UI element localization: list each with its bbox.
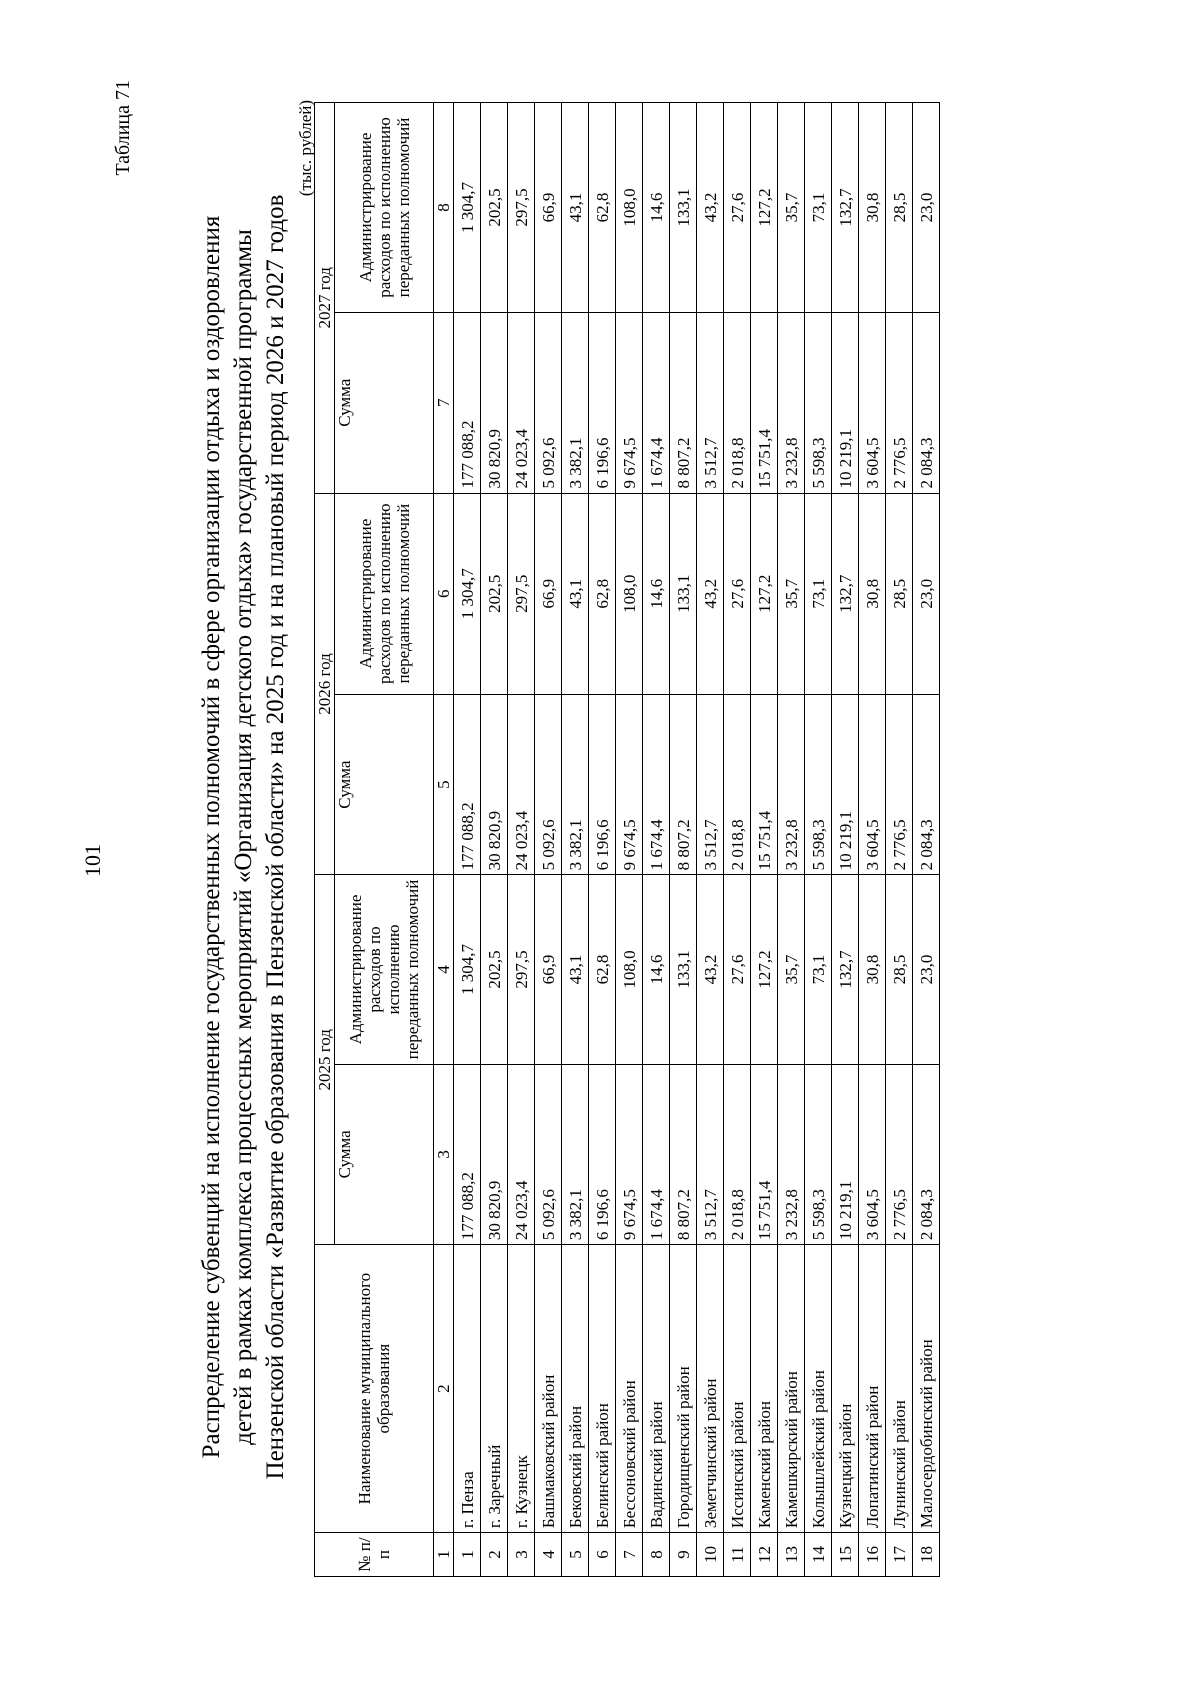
row-number: 13 xyxy=(778,1533,805,1577)
admin-2027: 202,5 xyxy=(481,103,508,313)
admin-2025: 30,8 xyxy=(859,875,886,1064)
sum-2027: 24 023,4 xyxy=(508,312,535,493)
sum-2025: 30 820,9 xyxy=(481,1064,508,1245)
row-number: 5 xyxy=(562,1533,589,1577)
admin-2027: 1 304,7 xyxy=(454,103,481,313)
header-year-2025: 2025 год xyxy=(315,875,335,1245)
header-admin: Администрирование расходов по исполнению переданных полномочий xyxy=(335,875,434,1064)
table-row xyxy=(508,103,535,1577)
table-body xyxy=(434,103,940,1577)
header-year-2027: 2027 год xyxy=(315,103,335,494)
admin-2026: 108,0 xyxy=(616,493,643,694)
municipality-name: Бековский район xyxy=(562,1245,589,1533)
sum-2026: 2 084,3 xyxy=(913,694,940,875)
column-number: 2 xyxy=(434,1245,454,1533)
row-number: 10 xyxy=(697,1533,724,1577)
sum-2026: 10 219,1 xyxy=(832,694,859,875)
municipality-name: Башмаковский район xyxy=(535,1245,562,1533)
sum-2027: 15 751,4 xyxy=(751,312,778,493)
admin-2026: 35,7 xyxy=(778,493,805,694)
title-line: детей в рамках комплекса процессных мероприятий «Организация детского отдыха» государственной программы xyxy=(230,229,257,1445)
admin-2027: 30,8 xyxy=(859,103,886,313)
sum-2026: 3 604,5 xyxy=(859,694,886,875)
municipality-name: Малосердобинский район xyxy=(913,1245,940,1533)
sum-2025: 2 776,5 xyxy=(886,1064,913,1245)
row-number: 1 xyxy=(454,1533,481,1577)
admin-2025: 108,0 xyxy=(616,875,643,1064)
municipality-name: г. Пенза xyxy=(454,1245,481,1533)
admin-2027: 28,5 xyxy=(886,103,913,313)
table-row xyxy=(616,103,643,1577)
table-row xyxy=(859,103,886,1577)
sum-2025: 3 604,5 xyxy=(859,1064,886,1245)
table-row xyxy=(805,103,832,1577)
row-number: 16 xyxy=(859,1533,886,1577)
column-number: 7 xyxy=(434,312,454,493)
admin-2025: 43,2 xyxy=(697,875,724,1064)
row-number: 3 xyxy=(508,1533,535,1577)
header-admin: Администрирование расходов по исполнению переданных полномочий xyxy=(335,103,434,313)
admin-2025: 133,1 xyxy=(670,875,697,1064)
municipality-name: Городищенский район xyxy=(670,1245,697,1533)
municipality-name: Кузнецкий район xyxy=(832,1245,859,1533)
admin-2027: 62,8 xyxy=(589,103,616,313)
admin-2027: 43,2 xyxy=(697,103,724,313)
title-line: Распределение субвенций на исполнение государственных полномочий в сфере организации отдыха и оздоровления xyxy=(198,215,225,1459)
table-row xyxy=(751,103,778,1577)
subsidy-table xyxy=(314,102,940,1577)
row-number: 8 xyxy=(643,1533,670,1577)
column-number: 4 xyxy=(434,875,454,1064)
sum-2025: 2 018,8 xyxy=(724,1064,751,1245)
sum-2026: 24 023,4 xyxy=(508,694,535,875)
admin-2027: 43,1 xyxy=(562,103,589,313)
header-sum: Сумма xyxy=(335,1064,434,1245)
admin-2025: 28,5 xyxy=(886,875,913,1064)
sum-2026: 6 196,6 xyxy=(589,694,616,875)
header-year-2026: 2026 год xyxy=(315,493,335,875)
admin-2026: 43,2 xyxy=(697,493,724,694)
sum-2025: 8 807,2 xyxy=(670,1064,697,1245)
sum-2027: 2 018,8 xyxy=(724,312,751,493)
admin-2027: 132,7 xyxy=(832,103,859,313)
sum-2026: 5 598,3 xyxy=(805,694,832,875)
row-number: 6 xyxy=(589,1533,616,1577)
sum-2025: 3 382,1 xyxy=(562,1064,589,1245)
sum-2027: 5 092,6 xyxy=(535,312,562,493)
municipality-name: Лопатинский район xyxy=(859,1245,886,1533)
admin-2026: 14,6 xyxy=(643,493,670,694)
sum-2027: 1 674,4 xyxy=(643,312,670,493)
admin-2025: 132,7 xyxy=(832,875,859,1064)
admin-2027: 23,0 xyxy=(913,103,940,313)
sum-2026: 3 232,8 xyxy=(778,694,805,875)
admin-2026: 133,1 xyxy=(670,493,697,694)
sum-2025: 1 674,4 xyxy=(643,1064,670,1245)
row-number: 15 xyxy=(832,1533,859,1577)
admin-2025: 14,6 xyxy=(643,875,670,1064)
page-number: 101 xyxy=(80,844,105,877)
municipality-name: г. Кузнецк xyxy=(508,1245,535,1533)
admin-2026: 1 304,7 xyxy=(454,493,481,694)
sum-2025: 3 512,7 xyxy=(697,1064,724,1245)
sum-2026: 8 807,2 xyxy=(670,694,697,875)
municipality-name: Белинский район xyxy=(589,1245,616,1533)
column-number: 8 xyxy=(434,103,454,313)
admin-2025: 66,9 xyxy=(535,875,562,1064)
sum-2026: 9 674,5 xyxy=(616,694,643,875)
admin-2027: 66,9 xyxy=(535,103,562,313)
admin-2025: 127,2 xyxy=(751,875,778,1064)
table-row xyxy=(589,103,616,1577)
sum-2025: 15 751,4 xyxy=(751,1064,778,1245)
municipality-name: Колышлейский район xyxy=(805,1245,832,1533)
sum-2027: 6 196,6 xyxy=(589,312,616,493)
admin-2026: 202,5 xyxy=(481,493,508,694)
admin-2026: 27,6 xyxy=(724,493,751,694)
sum-2025: 24 023,4 xyxy=(508,1064,535,1245)
row-number: 11 xyxy=(724,1533,751,1577)
municipality-name: Вадинский район xyxy=(643,1245,670,1533)
admin-2025: 43,1 xyxy=(562,875,589,1064)
sum-2026: 3 512,7 xyxy=(697,694,724,875)
table-row xyxy=(481,103,508,1577)
admin-2025: 73,1 xyxy=(805,875,832,1064)
admin-2026: 297,5 xyxy=(508,493,535,694)
header-name: Наименование муниципального образования xyxy=(315,1245,434,1533)
table-row xyxy=(697,103,724,1577)
admin-2026: 62,8 xyxy=(589,493,616,694)
sum-2025: 9 674,5 xyxy=(616,1064,643,1245)
sum-2026: 1 674,4 xyxy=(643,694,670,875)
sum-2027: 2 084,3 xyxy=(913,312,940,493)
sum-2027: 10 219,1 xyxy=(832,312,859,493)
admin-2027: 297,5 xyxy=(508,103,535,313)
admin-2027: 27,6 xyxy=(724,103,751,313)
sum-2027: 30 820,9 xyxy=(481,312,508,493)
municipality-name: Бессоновский район xyxy=(616,1245,643,1533)
sum-2027: 3 604,5 xyxy=(859,312,886,493)
admin-2027: 108,0 xyxy=(616,103,643,313)
municipality-name: Земетчинский район xyxy=(697,1245,724,1533)
table-row xyxy=(886,103,913,1577)
admin-2026: 30,8 xyxy=(859,493,886,694)
row-number: 17 xyxy=(886,1533,913,1577)
row-number: 2 xyxy=(481,1533,508,1577)
row-number: 14 xyxy=(805,1533,832,1577)
table-row xyxy=(778,103,805,1577)
admin-2026: 23,0 xyxy=(913,493,940,694)
table-row xyxy=(535,103,562,1577)
admin-2026: 43,1 xyxy=(562,493,589,694)
row-number: 4 xyxy=(535,1533,562,1577)
sum-2027: 5 598,3 xyxy=(805,312,832,493)
header-num: № п/п xyxy=(315,1533,434,1577)
sum-2027: 3 382,1 xyxy=(562,312,589,493)
admin-2026: 132,7 xyxy=(832,493,859,694)
sum-2025: 5 598,3 xyxy=(805,1064,832,1245)
table-row xyxy=(724,103,751,1577)
row-number: 7 xyxy=(616,1533,643,1577)
table-row xyxy=(832,103,859,1577)
municipality-name: Каменский район xyxy=(751,1245,778,1533)
table-row xyxy=(670,103,697,1577)
sum-2027: 177 088,2 xyxy=(454,312,481,493)
municipality-name: г. Заречный xyxy=(481,1245,508,1533)
admin-2027: 73,1 xyxy=(805,103,832,313)
admin-2025: 27,6 xyxy=(724,875,751,1064)
header-sum: Сумма xyxy=(335,312,434,493)
admin-2025: 297,5 xyxy=(508,875,535,1064)
sum-2026: 30 820,9 xyxy=(481,694,508,875)
column-number: 5 xyxy=(434,694,454,875)
column-number: 3 xyxy=(434,1064,454,1245)
admin-2026: 66,9 xyxy=(535,493,562,694)
admin-2025: 202,5 xyxy=(481,875,508,1064)
admin-2027: 14,6 xyxy=(643,103,670,313)
sum-2025: 6 196,6 xyxy=(589,1064,616,1245)
sum-2026: 5 092,6 xyxy=(535,694,562,875)
units-label: (тыс. рублей) xyxy=(296,100,315,197)
admin-2027: 133,1 xyxy=(670,103,697,313)
row-number: 9 xyxy=(670,1533,697,1577)
sum-2026: 2 776,5 xyxy=(886,694,913,875)
table-row xyxy=(643,103,670,1577)
column-number: 6 xyxy=(434,493,454,694)
sum-2026: 177 088,2 xyxy=(454,694,481,875)
admin-2026: 73,1 xyxy=(805,493,832,694)
table-title xyxy=(196,147,292,1527)
sum-2027: 9 674,5 xyxy=(616,312,643,493)
table-row xyxy=(913,103,940,1577)
sum-2027: 3 512,7 xyxy=(697,312,724,493)
sum-2027: 8 807,2 xyxy=(670,312,697,493)
row-number: 12 xyxy=(751,1533,778,1577)
sum-2025: 5 092,6 xyxy=(535,1064,562,1245)
sum-2025: 2 084,3 xyxy=(913,1064,940,1245)
title-line: Пензенской области «Развитие образования в Пензенской области» на 2025 год и на плановый период 2026 и 2027 годов xyxy=(262,194,289,1480)
admin-2025: 23,0 xyxy=(913,875,940,1064)
admin-2027: 35,7 xyxy=(778,103,805,313)
header-admin: Администрирование расходов по исполнению переданных полномочий xyxy=(335,493,434,694)
admin-2026: 127,2 xyxy=(751,493,778,694)
table-row xyxy=(562,103,589,1577)
column-number: 1 xyxy=(434,1533,454,1577)
municipality-name: Камешкирский район xyxy=(778,1245,805,1533)
admin-2025: 62,8 xyxy=(589,875,616,1064)
sum-2027: 2 776,5 xyxy=(886,312,913,493)
sum-2026: 2 018,8 xyxy=(724,694,751,875)
sum-2025: 3 232,8 xyxy=(778,1064,805,1245)
sum-2026: 3 382,1 xyxy=(562,694,589,875)
admin-2025: 1 304,7 xyxy=(454,875,481,1064)
municipality-name: Иссинский район xyxy=(724,1245,751,1533)
municipality-name: Лунинский район xyxy=(886,1245,913,1533)
admin-2025: 35,7 xyxy=(778,875,805,1064)
table-label: Таблица 71 xyxy=(112,80,134,176)
admin-2026: 28,5 xyxy=(886,493,913,694)
sum-2025: 177 088,2 xyxy=(454,1064,481,1245)
sum-2027: 3 232,8 xyxy=(778,312,805,493)
table-row xyxy=(454,103,481,1577)
admin-2027: 127,2 xyxy=(751,103,778,313)
row-number: 18 xyxy=(913,1533,940,1577)
sum-2026: 15 751,4 xyxy=(751,694,778,875)
sum-2025: 10 219,1 xyxy=(832,1064,859,1245)
header-sum: Сумма xyxy=(335,694,434,875)
column-number-row xyxy=(434,103,454,1577)
